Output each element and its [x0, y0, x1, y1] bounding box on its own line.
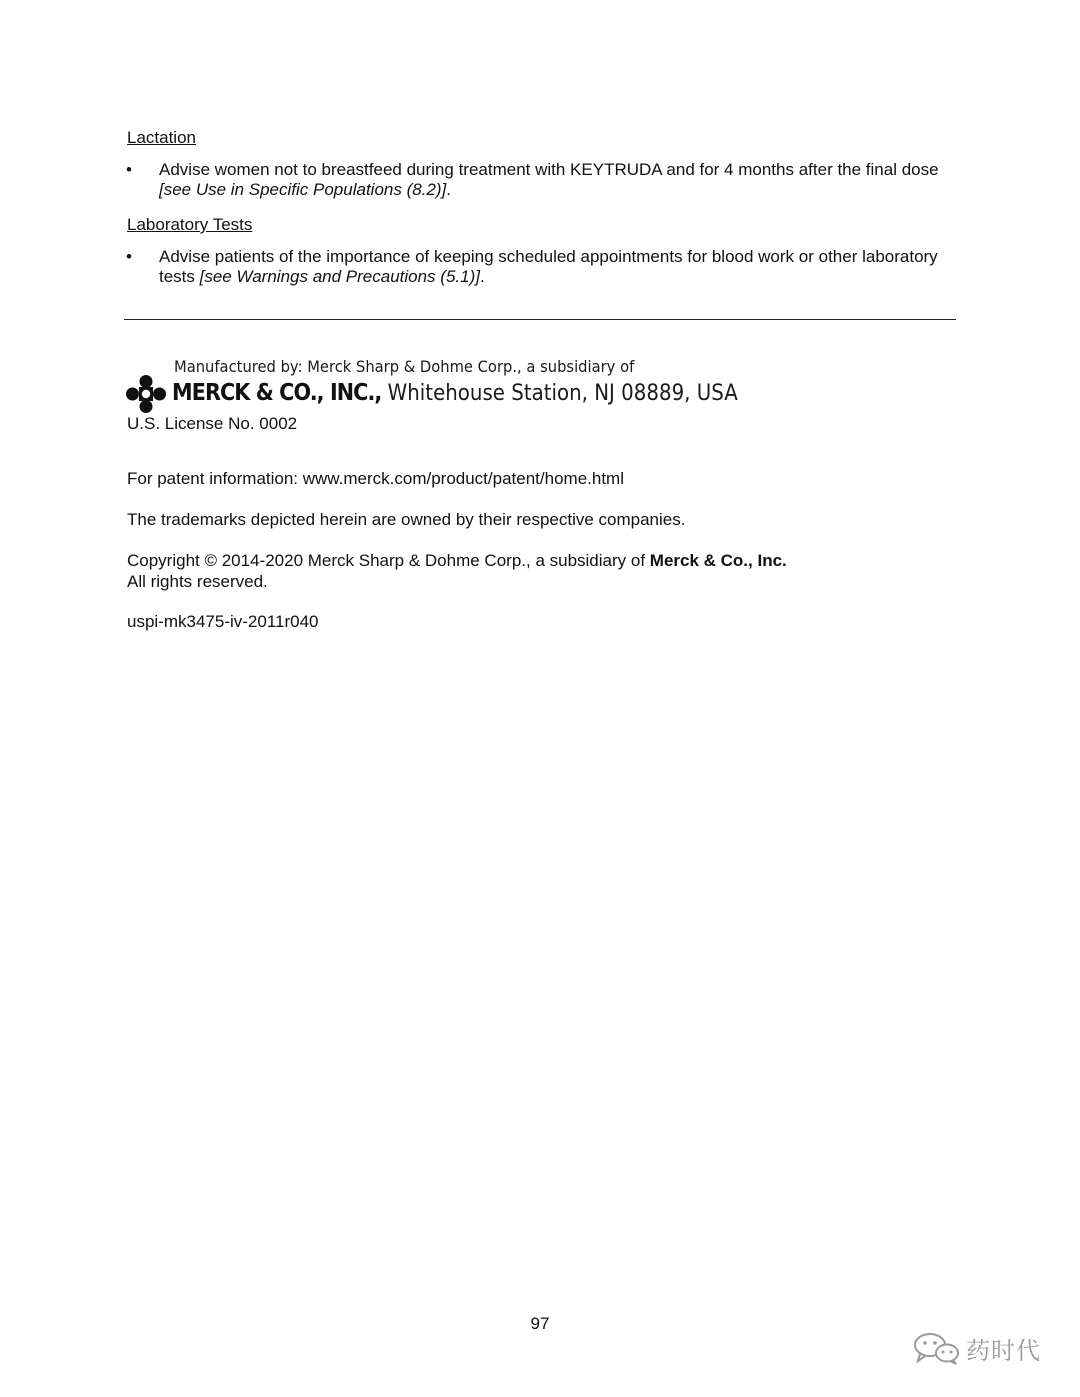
manufacturer-brand-line	[172, 380, 738, 406]
copyright-company: Merck & Co., Inc.	[649, 551, 787, 570]
watermark	[912, 1331, 1041, 1365]
patent-info: For patent information: www.merck.com/product/patent/home.html	[127, 469, 624, 488]
rights-reserved: All rights reserved.	[127, 572, 268, 591]
bullet-icon: •	[126, 247, 132, 266]
manufacturer-location: Whitehouse Station, NJ 08889, USA	[381, 381, 738, 406]
bullet-icon: •	[126, 160, 132, 179]
lab-tests-item	[159, 247, 949, 287]
trademarks-notice: The trademarks depicted herein are owned by their respective companies.	[127, 510, 686, 529]
lactation-heading: Lactation	[127, 128, 196, 147]
lactation-item-text: Advise women not to breastfeed during treatment with KEYTRUDA and for 4 months after the final dose	[159, 160, 939, 179]
lab-tests-item-text: Advise patients of the importance of keeping scheduled appointments for blood work or other laboratory tests	[159, 247, 938, 286]
merck-logo-icon	[126, 375, 166, 413]
lab-tests-item-ref: [see Warnings and Precautions (5.1)]	[199, 267, 480, 286]
copyright-line	[127, 551, 787, 571]
lactation-item-end: .	[446, 180, 451, 199]
license-number: U.S. License No. 0002	[127, 414, 298, 433]
copyright-text: Copyright © 2014-2020 Merck Sharp & Dohme Corp., a subsidiary of	[127, 551, 650, 570]
page-number: 97	[530, 1314, 550, 1333]
lab-tests-item-end: .	[479, 267, 485, 286]
manufacturer-line: Manufactured by: Merck Sharp & Dohme Corp., a subsidiary of	[174, 357, 635, 376]
wechat-icon	[912, 1331, 962, 1365]
watermark-text: 药时代	[966, 1336, 1041, 1365]
lactation-item-ref: [see Use in Specific Populations (8.2)]	[159, 180, 447, 199]
merck-brand: MERCK & CO., INC.,	[172, 380, 382, 406]
document-id: uspi-mk3475-iv-2011r040	[127, 612, 319, 631]
lactation-item	[159, 160, 949, 200]
lab-tests-heading: Laboratory Tests	[127, 215, 253, 234]
section-divider	[124, 319, 956, 320]
